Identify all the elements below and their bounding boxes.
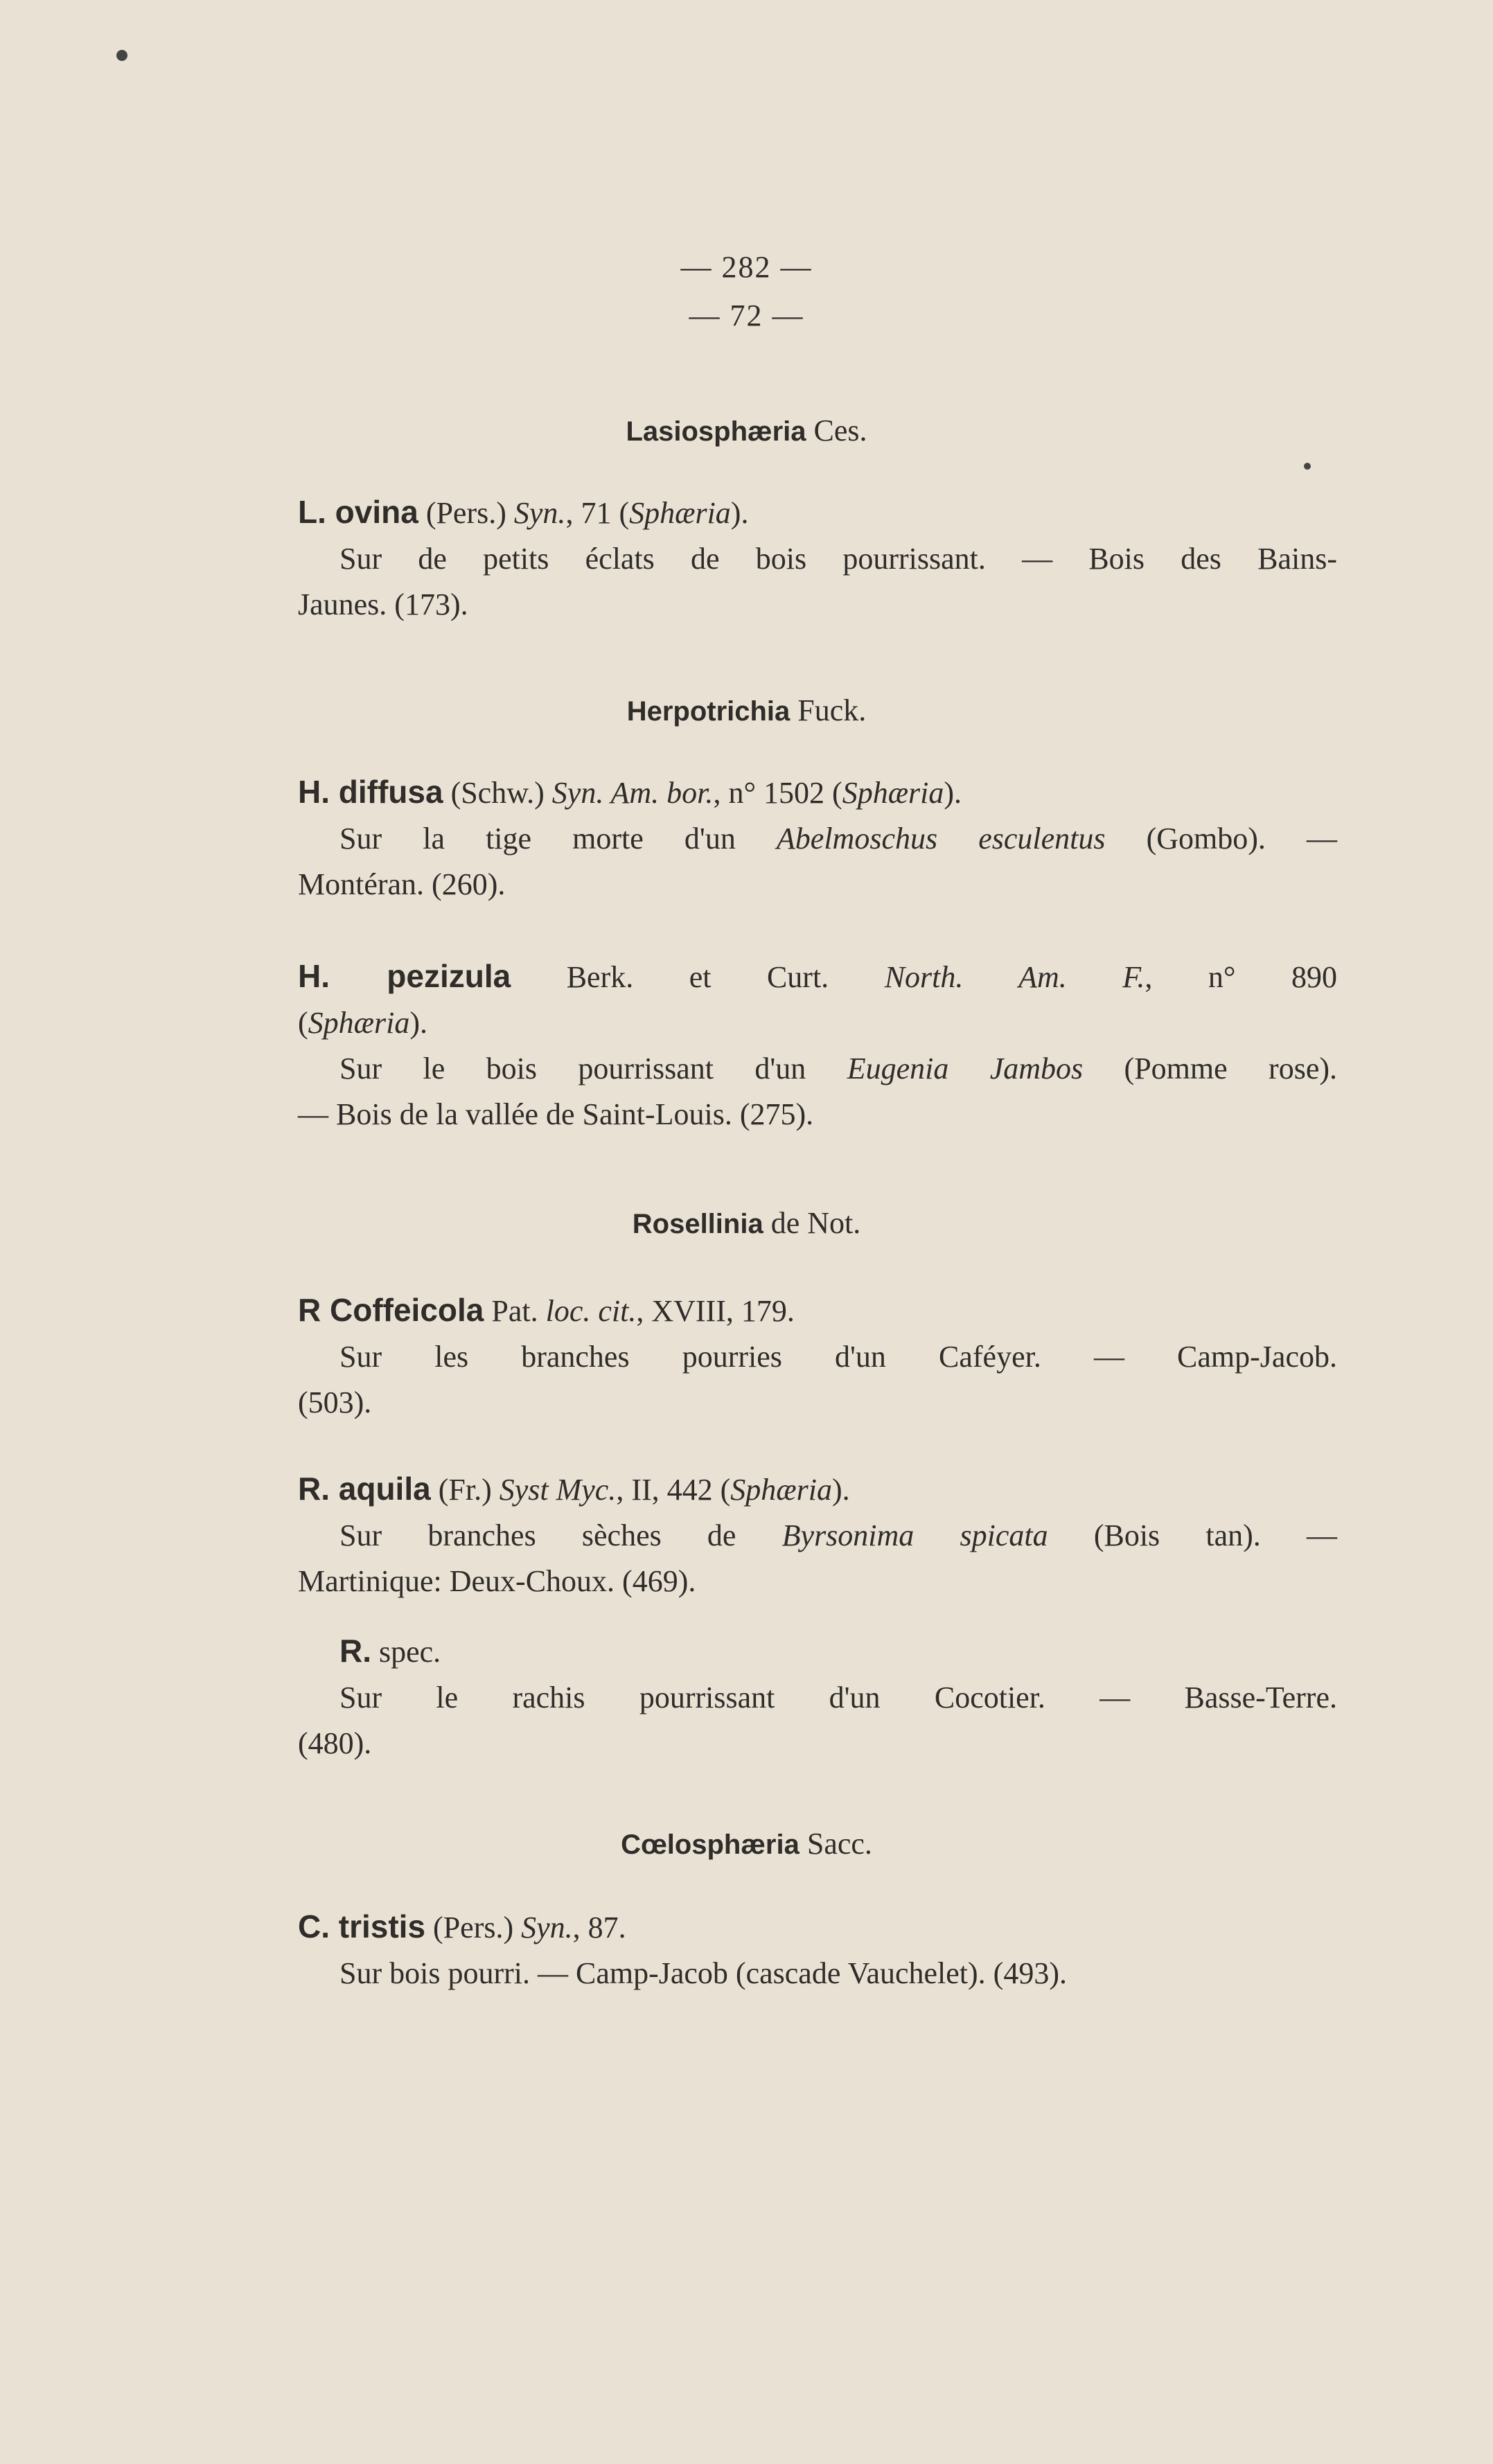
entry-r-spec [298, 1628, 1337, 1766]
locality-line: (503). [298, 1385, 372, 1419]
habitat-line: Sur de petits éclats de bois pourrissant. — Bois des Bains- [339, 542, 1337, 576]
species-name: L. ovina [298, 494, 418, 530]
reference: loc. cit. [545, 1294, 637, 1328]
host-name: Abelmoschus esculentus [776, 822, 1106, 856]
locality-line: Jaunes. (173). [298, 587, 468, 621]
reference-detail: , 71 ( [565, 496, 630, 530]
entry-r-coffeicola [298, 1287, 1337, 1426]
synonym-genus: Sphæria [629, 496, 731, 530]
text: (Bois tan). — [1048, 1518, 1337, 1552]
locality-line: (480). [298, 1726, 372, 1760]
reference-detail: , 87. [572, 1911, 626, 1944]
genus-heading-herpotrichia [0, 693, 1493, 728]
genus-heading-rosellinia [0, 1205, 1493, 1241]
entry-l-ovina [298, 489, 1337, 628]
species-name: R Coffeicola [298, 1292, 484, 1328]
species-name: H. diffusa [298, 774, 443, 810]
genus-author: Fuck. [797, 693, 867, 727]
genus-name: Rosellinia [632, 1209, 763, 1239]
species-name: H. pezizula [298, 958, 511, 994]
genus-heading-lasiosphaeria [0, 413, 1493, 448]
authority: Berk. et Curt. [566, 960, 829, 994]
text: (Gombo). — [1105, 822, 1338, 856]
reference: Syn. [513, 496, 566, 530]
reference: Syst Myc. [499, 1473, 617, 1507]
genus-author: Ces. [813, 414, 867, 447]
reference-detail: , n° 1502 ( [713, 776, 842, 810]
reference: Syn. [521, 1911, 573, 1944]
page-number-top: — 282 — [680, 250, 813, 284]
genus-author: Sacc. [806, 1827, 872, 1861]
locality-line: — Bois de la vallée de Saint-Louis. (275). [298, 1097, 814, 1131]
reference-detail: , n° 890 [1145, 960, 1337, 994]
species-epithet: spec. [379, 1635, 441, 1669]
habitat-line [298, 1046, 1337, 1092]
authority: (Fr.) [438, 1473, 492, 1507]
habitat-line: Sur les branches pourries d'un Caféyer. — Camp-Jacob. [339, 1340, 1337, 1374]
reference-detail: , II, 442 ( [616, 1473, 731, 1507]
habitat-line [298, 816, 1337, 862]
habitat-line [298, 1513, 1337, 1559]
synonym-genus: Sphæria [842, 776, 944, 810]
genus-name: Lasiosphæria [626, 416, 806, 447]
genus-name: Cœlosphæria [621, 1829, 799, 1860]
punctuation: ). [409, 1006, 428, 1040]
ink-speck [116, 50, 127, 61]
reference: North. Am. F. [884, 960, 1145, 994]
authority: (Schw.) [450, 776, 545, 810]
genus-heading-coelosphaeria [0, 1826, 1493, 1861]
species-name: C. tristis [298, 1908, 426, 1944]
authority: (Pers.) [433, 1911, 514, 1944]
synonym-genus: Sphæria [730, 1473, 832, 1507]
synonym-genus: Sphæria [308, 1006, 410, 1040]
punctuation: ). [730, 496, 749, 530]
locality-line: Martinique: Deux-Choux. (469). [298, 1564, 696, 1598]
punctuation: ). [944, 776, 962, 810]
ink-speck [1304, 463, 1311, 470]
species-name: R. aquila [298, 1471, 431, 1507]
entry-r-aquila [298, 1466, 1337, 1604]
punctuation: ). [831, 1473, 850, 1507]
genus-name: Herpotrichia [626, 696, 790, 727]
locality-line: Montéran. (260). [298, 867, 506, 901]
entry-c-tristis [298, 1904, 1337, 1996]
host-name: Byrsonima spicata [781, 1518, 1048, 1552]
authority: Pat. [491, 1294, 538, 1328]
text: (Pomme rose). [1083, 1052, 1338, 1085]
host-name: Eugenia Jambos [847, 1052, 1084, 1085]
text: Sur la tige morte d'un [339, 822, 777, 856]
authority: (Pers.) [425, 496, 506, 530]
text: Sur branches sèches de [339, 1518, 782, 1552]
page-number-bottom: — 72 — [689, 299, 804, 333]
entry-h-diffusa [298, 769, 1337, 907]
entry-h-pezizula [298, 953, 1337, 1137]
punctuation: ( [298, 1006, 308, 1040]
reference-detail: , XVIII, 179. [636, 1294, 795, 1328]
genus-author: de Not. [770, 1206, 861, 1240]
habitat-line: Sur le rachis pourrissant d'un Cocotier. — Basse-Terre. [339, 1681, 1337, 1714]
species-name: R. [339, 1633, 371, 1669]
text: Sur le bois pourrissant d'un [339, 1052, 847, 1085]
reference: Syn. Am. bor. [551, 776, 714, 810]
habitat-line: Sur bois pourri. — Camp-Jacob (cascade Vauchelet). (493). [339, 1956, 1067, 1990]
